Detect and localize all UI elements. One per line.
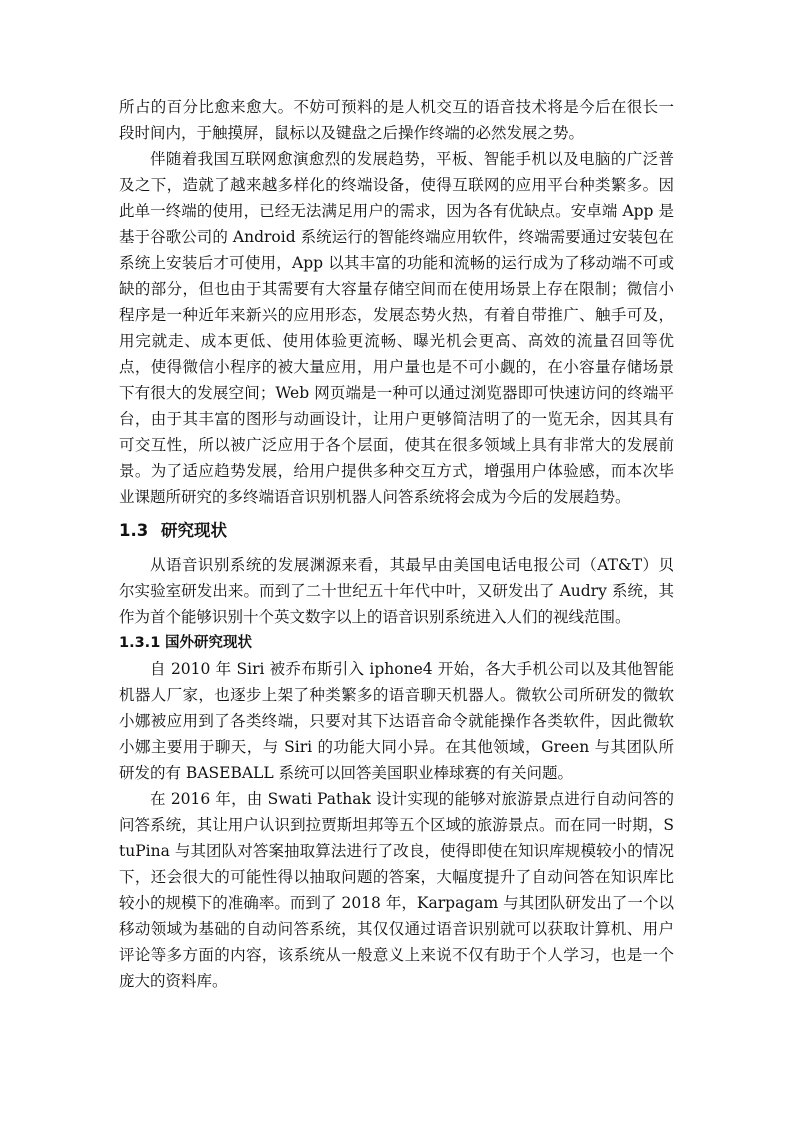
subsection-heading xyxy=(119,630,674,656)
paragraph-continued: 所占的百分比愈来愈大。不妨可预料的是人机交互的语音技术将是今后在很长一段时间内，于触摸屏，鼠标以及键盘之后操作终端的必然发展之势。 xyxy=(119,98,674,142)
section-heading xyxy=(119,518,674,544)
subsection-title: 国外研究现状 xyxy=(165,635,252,651)
document-page xyxy=(119,94,674,994)
paragraph-history: 从语音识别系统的发展渊源来看，其最早由美国电话电报公司（AT&T）贝尔实验室研发出来。而到了二十世纪五十年代中叶，又研发出了 Audry 系统，其作为首个能够识别十个英文数字以上的语音识别系统进入人们的视线范围。 xyxy=(119,556,674,626)
paragraph-qa-systems: 在 2016 年，由 Swati Pathak 设计实现的能够对旅游景点进行自动问答的问答系统，其让用户认识到拉贾斯坦邦等五个区域的旅游景点。而在同一时期，StuPina 与其团队对答案抽取算法进行了改良，使得即使在知识库规模较小的情况下，还会很大的可能性得以抽取问题的答案，大幅度提升了自动问答在知识库比较小的规模下的准确率。而到了 2018 年，Karpagam 与其团队研发出了一个以移动领域为基础的自动问答系统，其仅仅通过语音识别就可以获取计算机、用户评论等多方面的内容，该系统从一般意义上来说不仅有助于个人学习，也是一个庞大的资料库。 xyxy=(119,790,674,990)
section-number: 1.3 xyxy=(119,521,149,540)
paragraph-terminal-platforms: 伴随着我国互联网愈演愈烈的发展趋势，平板、智能手机以及电脑的广泛普及之下，造就了越来越多样化的终端设备，使得互联网的应用平台种类繁多。因此单一终端的使用，已经无法满足用户的需求，因为各有优缺点。安卓端 App 是基于谷歌公司的 Android 系统运行的智能终端应用软件，终端需要通过安装包在系统上安装后才可使用，App 以其丰富的功能和流畅的运行成为了移动端不可或缺的部分，但也由于其需要有大容量存储空间而在使用场景上存在限制；微信小程序是一种近年来新兴的应用形态，发展态势火热，有着自带推广、触手可及，用完就走、成本更低、使用体验更流畅、曝光机会更高、高效的流量召回等优点，使得微信小程序的被大量应用，用户量也是不可小觑的，在小容量存储场景下有很大的发展空间；Web 网页端是一种可以通过浏览器即可快速访问的终端平台，由于其丰富的图形与动画设计，让用户更够简洁明了的一览无余，因其具有可交互性，所以被广泛应用于各个层面，使其在很多领域上具有非常大的发展前景。为了适应趋势发展，给用户提供多种交互方式，增强用户体验感，而本次毕业课题所研究的多终端语音识别机器人问答系统将会成为今后的发展趋势。 xyxy=(119,150,674,506)
paragraph-siri: 自 2010 年 Siri 被乔布斯引入 iphone4 开始，各大手机公司以及其他智能机器人厂家，也逐步上架了种类繁多的语音聊天机器人。微软公司所研发的微软小娜被应用到了各类终端，只要对其下达语音命令就能操作各类软件，因此微软小娜主要用于聊天，与 Siri 的功能大同小异。在其他领域，Green 与其团队所研发的有 BASEBALL 系统可以回答美国职业棒球赛的有关问题。 xyxy=(119,660,674,782)
section-title: 研究现状 xyxy=(161,521,227,540)
subsection-number: 1.3.1 xyxy=(119,635,161,651)
